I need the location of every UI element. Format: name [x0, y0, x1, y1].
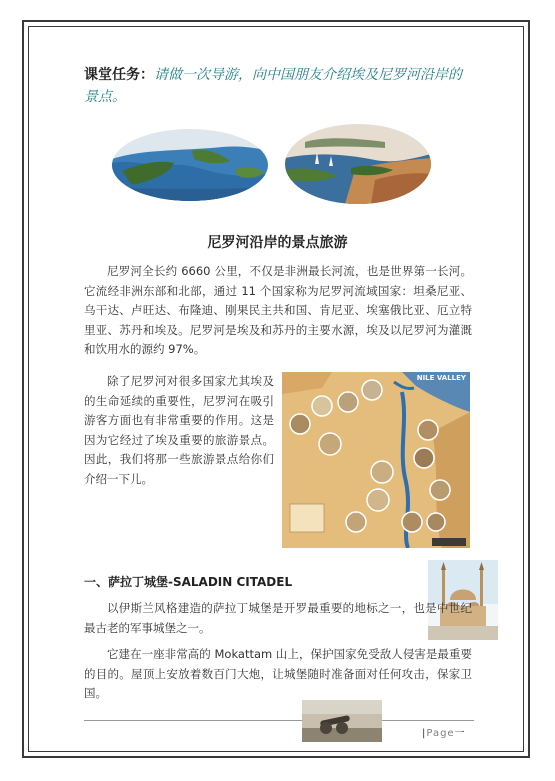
page-number — [422, 724, 466, 739]
citadel-paragraph-2: 它建在一座非常高的 Mokattam 山上，保护国家免受敌人侵害是最重要的目的。屋顶上安放着数百门大炮，让城堡随时准备面对任何攻击，保家卫国。 — [84, 647, 472, 700]
page-number-value: 一 — [454, 728, 466, 739]
nile-photo-left — [112, 129, 268, 201]
task-label: 课堂任务： — [84, 67, 154, 83]
page-bar: | — [422, 728, 427, 739]
cannon-photo — [302, 700, 382, 742]
page-text: Page — [426, 728, 455, 739]
task-content: 请做一次导游，向中国朋友介绍埃及尼罗河沿岸的景点。 — [84, 67, 462, 105]
saladin-citadel-title: 一、萨拉丁城堡-SALADIN CITADEL — [84, 575, 293, 589]
classroom-task — [84, 64, 474, 108]
nile-valley-map — [282, 372, 470, 548]
citadel-paragraph-1: 以伊斯兰风格建造的萨拉丁城堡是开罗最重要的地标之一，也是中世纪最古老的军事城堡之一。 — [84, 601, 472, 635]
tourism-paragraph: 除了尼罗河对很多国家尤其埃及的生命延续的重要性，尼罗河在吸引游客方面也有非常重要的作用。这是因为它经过了埃及重要的旅游景点。因此，我们将那一些旅游景点给你们介绍一下儿。 — [84, 374, 274, 486]
nile-photo-right — [285, 124, 431, 204]
footer-divider — [84, 720, 474, 721]
map-title: NILE VALLEY — [416, 374, 466, 382]
section-heading: 尼罗河沿岸的景点旅游 — [207, 235, 348, 251]
intro-paragraph: 尼罗河全长约 6660 公里，不仅是非洲最长河流，也是世界第一长河。它流经非洲东部和北部，通过 11 个国家称为尼罗河流域国家：坦桑尼亚、乌干达、卢旺达、布隆迪、刚果民主共和国、肯尼亚、埃塞俄比亚、厄立特里亚、苏丹和埃及。尼罗河是埃及和苏丹的主要水源，埃及以尼罗河为灌溉和饮用水的源约 97%。 — [84, 264, 472, 356]
